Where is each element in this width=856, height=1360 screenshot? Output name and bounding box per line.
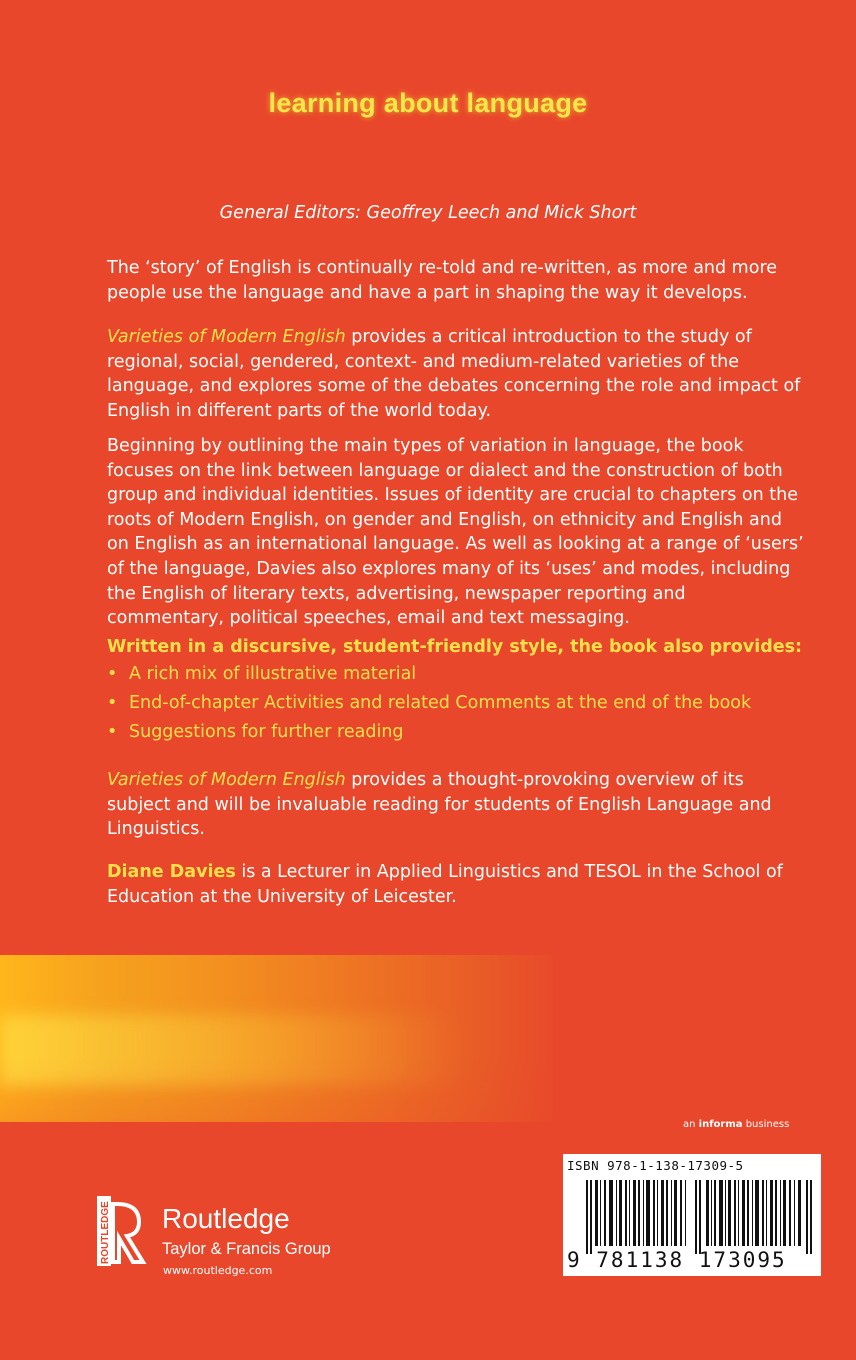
informa-tagline: an informa business — [683, 1119, 790, 1130]
content-text: Beginning by outlining the main types of variation in language, the book focuses on the link between language or dialect and the construction of both group and individual identities. Issues of identity are crucial to chapters on the roots of Modern English, on gender and English, on ethnicity and English and on English as an international language. As well as looking at a range of ‘users’ of the language, Davies also explores many of its ‘uses’ and modes, including the English of literary texts, advertising, newspaper reporting and commentary, political speeches, email and text messaging. — [107, 436, 804, 629]
bullet-icon: • — [107, 664, 118, 684]
overview-text: provides a critical introduction to the study of regional, social, gendered, context- and medium-related varieties of the language, and explores some of the debates concerning the role and impact of English in different parts of the world today. — [107, 327, 801, 421]
list-item: • A rich mix of illustrative material — [107, 660, 751, 689]
book-title: Varieties of Modern English — [107, 327, 346, 347]
intro-text: The ‘story’ of English is continually re-told and re-written, as more and more people use the language and have a part in shaping the way it develops. — [107, 258, 778, 303]
paragraph-intro — [107, 256, 807, 305]
author-name: Diane Davies — [107, 862, 236, 882]
barcode — [563, 1154, 821, 1276]
features-list — [107, 660, 751, 747]
svg-text:ROUTLEDGE: ROUTLEDGE — [100, 1201, 111, 1264]
series-title: learning about language — [268, 88, 588, 118]
barcode-digits: 9 781138 173095 — [567, 1248, 787, 1272]
routledge-logo-icon — [97, 1196, 149, 1266]
author-bio — [107, 860, 807, 909]
decorative-gradient-band — [0, 955, 553, 1122]
barcode-bars — [586, 1180, 812, 1254]
publisher-name: Routledge — [162, 1203, 290, 1234]
list-item: • End-of-chapter Activities and related Comments at the end of the book — [107, 689, 751, 718]
summary-text: provides a thought-provoking overview of its subject and will be invaluable reading for students of English Language and Linguistics. — [107, 770, 772, 840]
features-heading — [107, 635, 807, 660]
publisher-group: Taylor & Francis Group — [162, 1240, 331, 1258]
paragraph-overview — [107, 325, 807, 423]
bullet-icon: • — [107, 693, 118, 713]
isbn-label: ISBN 978-1-138-17309-5 — [567, 1158, 744, 1173]
paragraph-content — [107, 434, 807, 631]
book-title: Varieties of Modern English — [107, 770, 346, 790]
general-editors: General Editors: Geoffrey Leech and Mick Short — [219, 203, 637, 223]
bullet-icon: • — [107, 722, 118, 742]
list-item: • Suggestions for further reading — [107, 718, 751, 747]
paragraph-summary — [107, 768, 807, 842]
features-intro: Written in a discursive, student-friendly style, the book also provides: — [107, 637, 803, 657]
publisher-url: www.routledge.com — [163, 1264, 273, 1277]
author-bio-text: is a Lecturer in Applied Linguistics and TESOL in the School of Education at the University of Leicester. — [107, 862, 783, 907]
